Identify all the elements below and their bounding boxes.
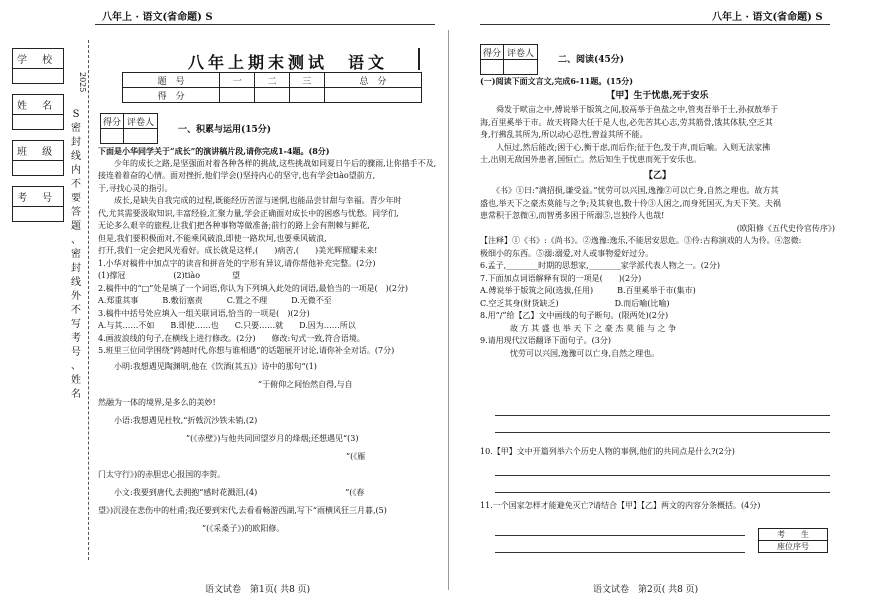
header-rule-right	[480, 24, 830, 25]
exam-number-field[interactable]	[12, 186, 64, 222]
paragraph-line: 打开,我们一定会把风光看好。成长就是这样,( )病苦,( )美光辉照耀未来!	[98, 246, 378, 255]
seal-char: 封	[71, 137, 81, 148]
answer-line-9a[interactable]	[495, 415, 830, 416]
question-3: 3.稿件中括号处应填入一组关联词语,恰当的一项是( )(2分)	[98, 308, 310, 318]
q5-line-a2: ”于俯仰之间怡然自得,与自	[98, 379, 353, 389]
section2-title: 二、阅读(45分)	[558, 55, 625, 65]
seal-char: 线	[71, 151, 81, 162]
seal-char: 线	[71, 277, 81, 288]
seal-char: 姓	[71, 375, 81, 386]
scorer-grader-cell[interactable]	[124, 129, 158, 144]
yi-text	[480, 185, 835, 223]
exam-title: 八年上期末测试 语文	[188, 53, 389, 72]
score-cell-2[interactable]	[255, 88, 290, 103]
q5-line-a: 小明:我想遇见陶渊明,他在《饮酒(其五)》诗中的那句“(1)	[98, 361, 317, 371]
question-6: 6.孟子,________时期的思想家,________家学派代表人物之一。(2分)	[480, 261, 721, 270]
class-field[interactable]	[12, 140, 64, 176]
score-header-3: 三	[289, 73, 324, 88]
seal-char: 内	[71, 165, 81, 176]
seat-label-1: 考 生	[759, 529, 827, 541]
seal-text	[70, 108, 82, 402]
section1-intro: 下面是小华同学关于“成长”的演讲稿片段,请你完成1-4题。(8分)	[98, 146, 330, 156]
answer-line-10a[interactable]	[495, 475, 830, 476]
jia-line: 人恒过,然后能改;困于心,衡于虑,而后作;征于色,发于声,而后喻。入则无法家拂	[480, 142, 771, 152]
reading-sub: (一)阅读下面文言文,完成6-11题。(15分)	[480, 76, 634, 86]
header-rule-left	[95, 24, 435, 25]
score-cell-3[interactable]	[289, 88, 324, 103]
question-11: 11.一个国家怎样才能避免灭亡?请结合【甲】【乙】两文的内容分条概括。(4分)	[480, 501, 761, 510]
question-7-a: A.傅说举于版筑之间(选拔,任用) B.百里奚举于市(集市)	[480, 286, 696, 295]
question-2: 2.稿件中的“□”处是填了一个词语,你认为下列填入此处的词语,最恰当的一项是( )(2分)	[98, 283, 409, 293]
seal-char: 要	[71, 193, 81, 204]
score-table	[122, 72, 422, 103]
jia-text	[480, 104, 835, 167]
page-header-left: 八年上 · 语文(省命题) S	[102, 12, 213, 23]
question-5: 5.班里三位同学围绕“跨越时代,你想与谁相遇”的话题展开讨论,请你补全对话。(7分)	[98, 346, 395, 355]
seal-char: 答	[71, 207, 81, 218]
q5-line-b: 小语:我想遇见杜牧,“折戟沉沙铁未销,(2)	[98, 415, 258, 425]
seal-char: 号	[71, 347, 81, 358]
jia-line: 海,百里奚举于市。故天将降大任于是人也,必先苦其心志,劳其筋骨,饿其体肤,空乏其	[480, 117, 773, 127]
scorer-box-1	[100, 113, 158, 144]
scorer-score-label: 得分	[101, 114, 124, 129]
seat-label-2: 座位序号	[777, 542, 809, 551]
question-3-options: A.与其……不如 B.即使……也 C.只要……就 D.因为……所以	[98, 321, 356, 330]
scorer-grader-label: 评卷人	[124, 114, 158, 129]
q5-line-a3: 然融为一体的境界,是多么的美妙!	[98, 397, 216, 407]
page-divider	[448, 30, 449, 590]
yi-line: 患常积于忽微④,而智勇多困于所溺⑤,岂独伶人也哉!	[480, 211, 665, 220]
score-header-2: 二	[255, 73, 290, 88]
question-2-options: A.郑重其事 B.敷衍塞责 C.置之不理 D.无微不至	[98, 296, 332, 305]
seal-char: 密	[71, 249, 81, 260]
answer-line-11b[interactable]	[495, 552, 745, 553]
seal-char: 、	[71, 235, 81, 246]
note-line: 极细小的东西。⑤溺:溺爱,对人或事物爱好过分。	[480, 248, 654, 258]
question-4: 4.画波浪线的句子,在横线上进行修改。(2分) 修改:句式一致,符合语境。	[98, 333, 365, 343]
scorer2-grader-label: 评卷人	[504, 45, 538, 60]
question-9: 9.请用现代汉语翻译下面句子。(3分)	[480, 336, 611, 345]
seal-char: 考	[71, 333, 81, 344]
scorer-box-2	[480, 44, 538, 75]
question-7: 7.下面加点词语解释有误的一项是( )(2分)	[480, 273, 642, 283]
paragraph-line: 无论多么艰辛的旅程,让我们把各种事物等做准备;前行的路上会有荆棘与鲜花,	[98, 221, 370, 230]
footer-right: 语文试卷 第2页( 共8 页)	[593, 585, 699, 595]
question-1: 1.小华对稿件中加点字的读音和拼音处的字形有异议,请你帮他补充完整。(2分)	[98, 258, 376, 268]
school-label: 学 校	[13, 49, 63, 69]
jia-title: 【甲】生于忧患,死于安乐	[606, 90, 709, 101]
question-7-b: C.空乏其身(财货缺乏) D.而后喻(比喻)	[480, 298, 670, 308]
yi-title: 【乙】	[643, 170, 671, 181]
notes	[480, 235, 835, 260]
q5-line-c2: 望》)沉浸在悲伤中的杜甫;我还要到宋代,去看看畅游西湖,写下“雨横风狂三月暮,(5)	[98, 505, 387, 515]
seal-char: 题	[71, 221, 81, 232]
exam-number-label: 考 号	[13, 187, 63, 207]
page-header-right: 八年上 · 语文(省命题) S	[712, 12, 823, 23]
q5-line-b4: 门太守行》)的赤胆忠心报国的李贺。	[98, 469, 226, 479]
yi-line: 《书》①曰:“满招损,谦受益。”忧劳可以兴国,逸豫②可以亡身,自然之理也。故方其	[480, 186, 779, 195]
paragraph-line: 但是,我们要积极面对,不能乘风破浪,即使一路坎坷,也要乘风破浪,	[98, 233, 327, 243]
seal-char: 密	[71, 123, 81, 134]
footer-left: 语文试卷 第1页( 共8 页)	[205, 585, 311, 595]
answer-line-10b[interactable]	[495, 492, 830, 493]
paragraph-line: 代,尤其需要汲取知识,丰富经验,汇聚力量,学会正确面对成长中的困惑与忧愁。同学们,	[98, 208, 399, 218]
score-header-label: 题 号	[123, 73, 220, 88]
class-label: 班 级	[13, 141, 63, 161]
speech-paragraph	[98, 158, 437, 258]
q5-line-b2: ”(《赤壁》)与他共同回望岁月的烽烟;还想遇见“(3)	[98, 433, 359, 443]
section1-body	[98, 145, 437, 538]
seal-char: 外	[71, 291, 81, 302]
seal-char: 、	[71, 361, 81, 372]
jia-line: 舜发于畎亩之中,傅说举于版筑之间,胶鬲举于鱼盐之中,管夷吾举于士,孙叔敖举于	[480, 105, 779, 114]
question-8-sentence: 故 方 其 盛 也 举 天 下 之 豪 杰 莫 能 与 之 争	[510, 323, 677, 333]
paragraph-line: 接连着着奋的心情。面对挫折,他们学会()坚持内心的坚守,也有学会tiào望前方,	[98, 171, 376, 180]
scorer-score-cell[interactable]	[101, 129, 124, 144]
seat-number-box[interactable]	[758, 528, 828, 553]
jia-line: 身,行拂乱其所为,所以动心忍性,曾益其所不能。	[480, 130, 648, 139]
seal-char: 不	[71, 179, 81, 190]
seal-char: 不	[71, 305, 81, 316]
scorer2-grader-cell[interactable]	[504, 60, 538, 75]
year-label: 2025	[78, 72, 87, 93]
name-label: 姓 名	[13, 95, 63, 115]
paragraph-line: 成长,是缺失自我完成的过程,既能经历苦涩与迷惘,也能品尝甘甜与幸福。青少年时	[98, 196, 402, 205]
note-line: 【注释】①《书》:《尚书》。②逸豫:逸乐,不能居安思危。③伶:古称演戏的人为伶。④忽微:	[480, 236, 802, 245]
question-9-sentence: 忧劳可以兴国,逸豫可以亡身,自然之理也。	[510, 348, 660, 358]
name-field[interactable]	[12, 94, 64, 130]
score-cell-total[interactable]	[324, 88, 421, 103]
yi-source: (欧阳修《五代史伶官传序》)	[736, 223, 835, 233]
paragraph-line: 少年的成长之路,是坚强面对着各种各样的挑战,这些挑战如同夏日午后的骤雨,让你措手不及,	[98, 158, 437, 168]
scorer2-score-cell[interactable]	[481, 60, 504, 75]
school-field[interactable]	[12, 48, 64, 84]
yi-line: 盛也,举天下之豪杰莫能与之争;及其衰也,数十伶③人困之,而身死国灭,为天下笑。夫祸	[480, 198, 781, 208]
question-1-answer: (1)撑冠 (2)tiào 望	[98, 271, 241, 280]
title-bar	[418, 48, 420, 70]
question-10: 10.【甲】文中开篇列举六个历史人物的事例,他们的共同点是什么?(2分)	[480, 447, 735, 456]
seal-char: 写	[71, 319, 81, 330]
score-cell-1[interactable]	[220, 88, 255, 103]
score-row-label: 得 分	[123, 88, 220, 103]
answer-line-9b[interactable]	[495, 432, 830, 433]
q5-line-c3: ”(《采桑子》)的欧阳修。	[98, 523, 285, 533]
score-header-total: 总 分	[324, 73, 421, 88]
jia-line: 士,出则无敌国外患者,国恒亡。然后知生于忧患而死于安乐也。	[480, 155, 702, 164]
score-header-1: 一	[220, 73, 255, 88]
question-8: 8.用“/”给【乙】文中画线的句子断句。(限两处)(2分)	[480, 311, 669, 320]
seal-char: 名	[71, 389, 81, 400]
scorer2-score-label: 得分	[481, 45, 504, 60]
paragraph-line: 于,寻找心灵的指引。	[98, 183, 173, 193]
seal-line	[88, 40, 89, 560]
section1-title: 一、积累与运用(15分)	[178, 125, 272, 135]
section2-body	[480, 75, 835, 360]
seal-char: 封	[71, 263, 81, 274]
q5-line-b3: ”(《雁	[98, 451, 366, 461]
answer-line-11a[interactable]	[495, 535, 745, 536]
seal-char: S	[72, 109, 80, 120]
q5-line-c: 小文:我要到唐代,去拥抱“感时花溅泪,(4) ”(《春	[98, 487, 365, 497]
